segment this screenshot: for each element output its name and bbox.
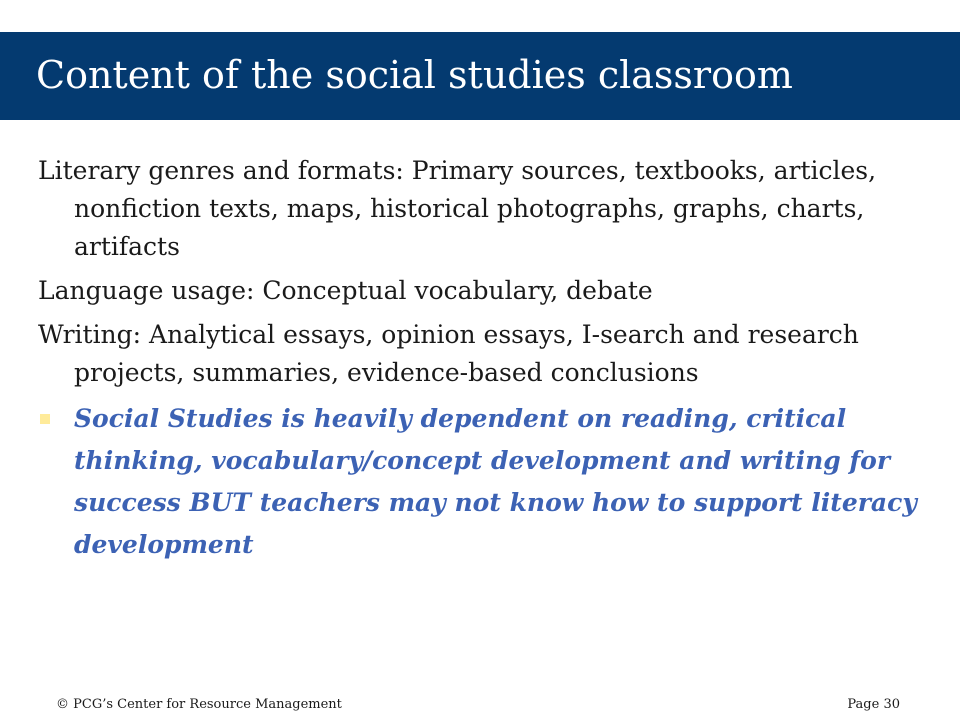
footer-page-number: Page 30: [847, 697, 900, 712]
paragraph-literary-genres: Literary genres and formats: Primary sources, textbooks, articles, nonfiction texts, maps, historical photographs, graphs, charts, artifacts: [38, 156, 877, 261]
highlight-bullet: [38, 398, 928, 566]
slide-title: Content of the social studies classroom: [36, 53, 793, 97]
highlight-bullet-text: Social Studies is heavily dependent on reading, critical thinking, vocabulary/concept development and writing for success BUT teachers may not know how to support literacy development: [74, 404, 917, 559]
title-bar: [0, 32, 960, 120]
paragraph-writing: Writing: Analytical essays, opinion essays, I-search and research projects, summaries, evidence-based conclusions: [38, 320, 859, 387]
slide-content: [38, 152, 928, 566]
paragraph-language-usage: Language usage: Conceptual vocabulary, debate: [38, 276, 653, 305]
footer-copyright: © PCG’s Center for Resource Management: [56, 697, 342, 712]
square-bullet-icon: [40, 414, 50, 424]
